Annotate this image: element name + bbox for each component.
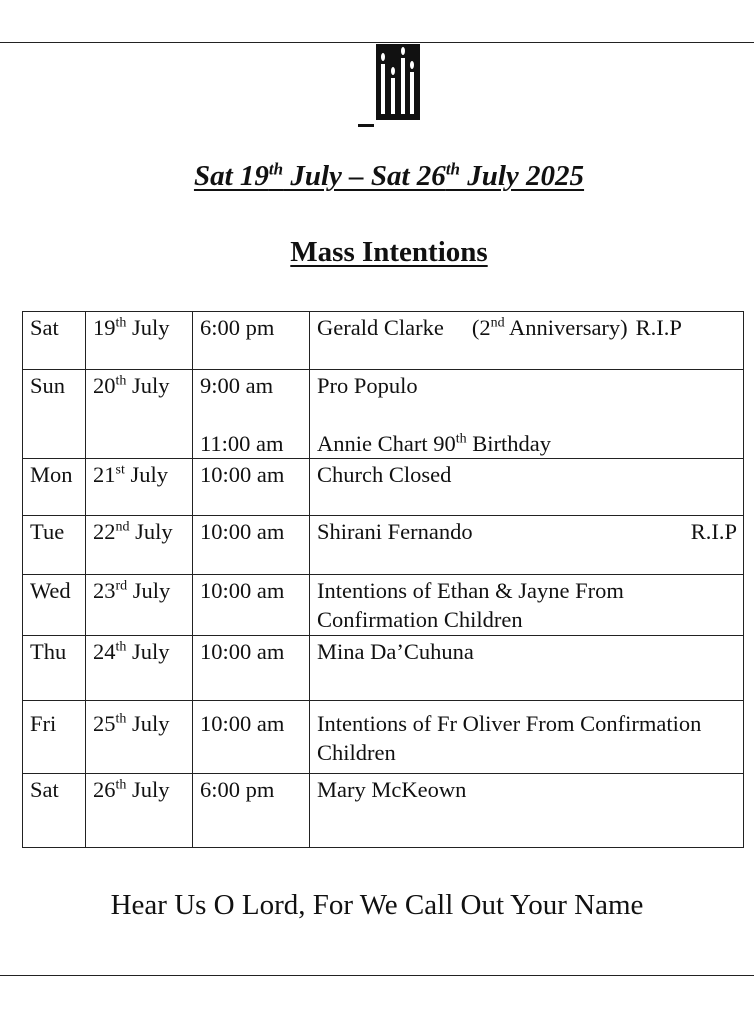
date-cell: 23rd July — [86, 575, 193, 636]
intention-cell: Mina Da’Cuhuna — [310, 636, 744, 701]
intention-cell: Church Closed — [310, 459, 744, 516]
time-cell: 6:00 pm — [193, 774, 310, 848]
mass-intentions-table — [22, 311, 744, 848]
top-divider — [0, 42, 754, 43]
table-row — [23, 774, 744, 848]
date-cell: 22nd July — [86, 516, 193, 575]
intention-cell: Intentions of Fr Oliver From Confirmation Children — [310, 701, 744, 774]
day-cell: Thu — [23, 636, 86, 701]
day-cell: Mon — [23, 459, 86, 516]
day-cell: Wed — [23, 575, 86, 636]
date-cell: 24th July — [86, 636, 193, 701]
table-row — [23, 459, 744, 516]
table-row — [23, 636, 744, 701]
day-cell: Sat — [23, 312, 86, 370]
intention-cell: Mary McKeown — [310, 774, 744, 848]
intention-cell: Pro Populo Annie Chart 90th Birthday — [310, 370, 744, 459]
table-row — [23, 370, 744, 459]
intention-cell: Intentions of Ethan & Jayne From Confirmation Children — [310, 575, 744, 636]
bottom-divider — [0, 975, 754, 976]
time-cell: 10:00 am — [193, 701, 310, 774]
time-cell: 10:00 am — [193, 636, 310, 701]
day-cell: Fri — [23, 701, 86, 774]
table-row — [23, 312, 744, 370]
date-cell: 25th July — [86, 701, 193, 774]
day-cell: Sat — [23, 774, 86, 848]
date-range-heading: Sat 19th July – Sat 26th July 2025 — [193, 159, 585, 192]
time-cell: 9:00 am 11:00 am — [193, 370, 310, 459]
intention-cell: Shirani Fernando R.I.P — [310, 516, 744, 575]
date-cell: 20th July — [86, 370, 193, 459]
time-cell: 10:00 am — [193, 575, 310, 636]
day-cell: Sun — [23, 370, 86, 459]
intention-cell: Gerald Clarke (2nd Anniversary) R.I.P — [310, 312, 744, 370]
date-cell: 19th July — [86, 312, 193, 370]
day-cell: Tue — [23, 516, 86, 575]
time-cell: 10:00 am — [193, 459, 310, 516]
time-cell: 10:00 am — [193, 516, 310, 575]
table-row — [23, 516, 744, 575]
closing-prayer: Hear Us O Lord, For We Call Out Your Name — [110, 889, 644, 921]
date-cell: 26th July — [86, 774, 193, 848]
table-row — [23, 575, 744, 636]
page-title: Mass Intentions — [290, 236, 488, 268]
candles-logo-icon — [358, 44, 422, 128]
table-row — [23, 701, 744, 774]
time-cell: 6:00 pm — [193, 312, 310, 370]
date-cell: 21st July — [86, 459, 193, 516]
